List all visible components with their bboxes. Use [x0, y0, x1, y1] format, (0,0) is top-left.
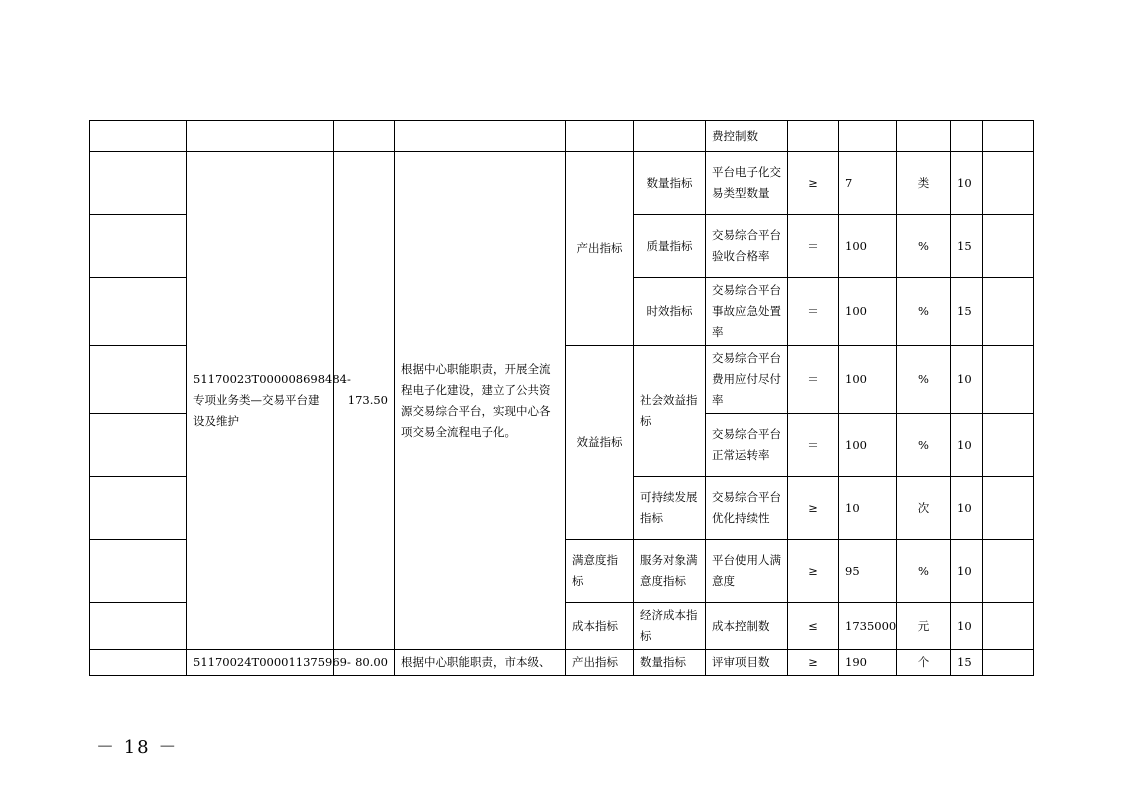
- unit-cell: %: [897, 215, 951, 278]
- empty-cell: [566, 121, 634, 152]
- category-satisfaction: 满意度指标: [566, 540, 634, 603]
- unit-cell: %: [897, 414, 951, 477]
- empty-cell: [983, 414, 1034, 477]
- sub-quantity: 数量指标: [634, 650, 706, 676]
- weight-cell: 15: [951, 650, 983, 676]
- empty-cell: [897, 121, 951, 152]
- unit-cell: %: [897, 278, 951, 346]
- operator-cell: ≥: [788, 540, 839, 603]
- weight-cell: 10: [951, 346, 983, 414]
- project-name-cell: 51170023T000008698484-专项业务类—交易平台建设及维护: [187, 152, 334, 650]
- empty-cell: [90, 152, 187, 215]
- empty-cell: [90, 540, 187, 603]
- indicator-cell: 平台电子化交易类型数量: [706, 152, 788, 215]
- value-cell: 100: [839, 278, 897, 346]
- empty-cell: [90, 650, 187, 676]
- weight-cell: 10: [951, 152, 983, 215]
- value-cell: 1735000: [839, 603, 897, 650]
- sub-quantity: 数量指标: [634, 152, 706, 215]
- empty-cell: [395, 121, 566, 152]
- empty-cell: [90, 278, 187, 346]
- empty-cell: [788, 121, 839, 152]
- empty-cell: [983, 477, 1034, 540]
- empty-cell: [839, 121, 897, 152]
- empty-cell: [983, 540, 1034, 603]
- value-cell: 190: [839, 650, 897, 676]
- indicator-cell: 平台使用人满意度: [706, 540, 788, 603]
- empty-cell: [983, 152, 1034, 215]
- page-number: － 18 －: [96, 737, 179, 758]
- weight-cell: 15: [951, 215, 983, 278]
- value-cell: 100: [839, 215, 897, 278]
- empty-cell: [634, 121, 706, 152]
- unit-cell: 元: [897, 603, 951, 650]
- weight-cell: 10: [951, 603, 983, 650]
- operator-cell: ≥: [788, 152, 839, 215]
- project-goal-cell: 根据中心职能职责，市本级、: [395, 650, 566, 676]
- empty-cell: [983, 346, 1034, 414]
- empty-cell: [983, 278, 1034, 346]
- weight-cell: 15: [951, 278, 983, 346]
- sub-service: 服务对象满意度指标: [634, 540, 706, 603]
- operator-cell: ≥: [788, 650, 839, 676]
- weight-cell: 10: [951, 477, 983, 540]
- value-cell: 95: [839, 540, 897, 603]
- indicator-cell: 交易综合平台优化持续性: [706, 477, 788, 540]
- category-cost: 成本指标: [566, 603, 634, 650]
- sub-social: 社会效益指标: [634, 346, 706, 477]
- table-row: [90, 121, 1034, 152]
- empty-cell: [951, 121, 983, 152]
- operator-cell: ＝: [788, 215, 839, 278]
- empty-cell: [983, 215, 1034, 278]
- empty-cell: [187, 121, 334, 152]
- project-name-cell: 51170024T000011375969-: [187, 650, 334, 676]
- sub-quality: 质量指标: [634, 215, 706, 278]
- empty-cell: [334, 121, 395, 152]
- project-amount-cell: 173.50: [334, 152, 395, 650]
- operator-cell: ＝: [788, 414, 839, 477]
- unit-cell: %: [897, 540, 951, 603]
- operator-cell: ≥: [788, 477, 839, 540]
- sub-economic: 经济成本指标: [634, 603, 706, 650]
- operator-cell: ＝: [788, 346, 839, 414]
- empty-cell: [90, 414, 187, 477]
- indicator-cell: 交易综合平台正常运转率: [706, 414, 788, 477]
- empty-cell: [983, 650, 1034, 676]
- indicator-cell: 成本控制数: [706, 603, 788, 650]
- value-cell: 7: [839, 152, 897, 215]
- indicator-cell: 交易综合平台验收合格率: [706, 215, 788, 278]
- empty-cell: [90, 215, 187, 278]
- table-row: [90, 650, 1034, 676]
- unit-cell: %: [897, 346, 951, 414]
- empty-cell: [90, 603, 187, 650]
- table-row: [90, 152, 1034, 215]
- sub-sustainable: 可持续发展指标: [634, 477, 706, 540]
- operator-cell: ＝: [788, 278, 839, 346]
- unit-cell: 类: [897, 152, 951, 215]
- empty-cell: [983, 121, 1034, 152]
- value-cell: 100: [839, 346, 897, 414]
- indicator-cell: 费控制数: [706, 121, 788, 152]
- weight-cell: 10: [951, 540, 983, 603]
- value-cell: 100: [839, 414, 897, 477]
- category-output: 产出指标: [566, 152, 634, 346]
- project-goal-cell: 根据中心职能职责，开展全流程电子化建设，建立了公共资源交易综合平台，实现中心各项交易全流程电子化。: [395, 152, 566, 650]
- project-amount-cell: 80.00: [334, 650, 395, 676]
- empty-cell: [90, 477, 187, 540]
- value-cell: 10: [839, 477, 897, 540]
- indicator-cell: 交易综合平台费用应付尽付率: [706, 346, 788, 414]
- category-benefit: 效益指标: [566, 346, 634, 540]
- sub-timeliness: 时效指标: [634, 278, 706, 346]
- empty-cell: [90, 346, 187, 414]
- category-output: 产出指标: [566, 650, 634, 676]
- empty-cell: [983, 603, 1034, 650]
- empty-cell: [90, 121, 187, 152]
- indicator-cell: 交易综合平台事故应急处置率: [706, 278, 788, 346]
- performance-table: [89, 120, 1034, 676]
- unit-cell: 个: [897, 650, 951, 676]
- operator-cell: ≤: [788, 603, 839, 650]
- weight-cell: 10: [951, 414, 983, 477]
- unit-cell: 次: [897, 477, 951, 540]
- indicator-cell: 评审项目数: [706, 650, 788, 676]
